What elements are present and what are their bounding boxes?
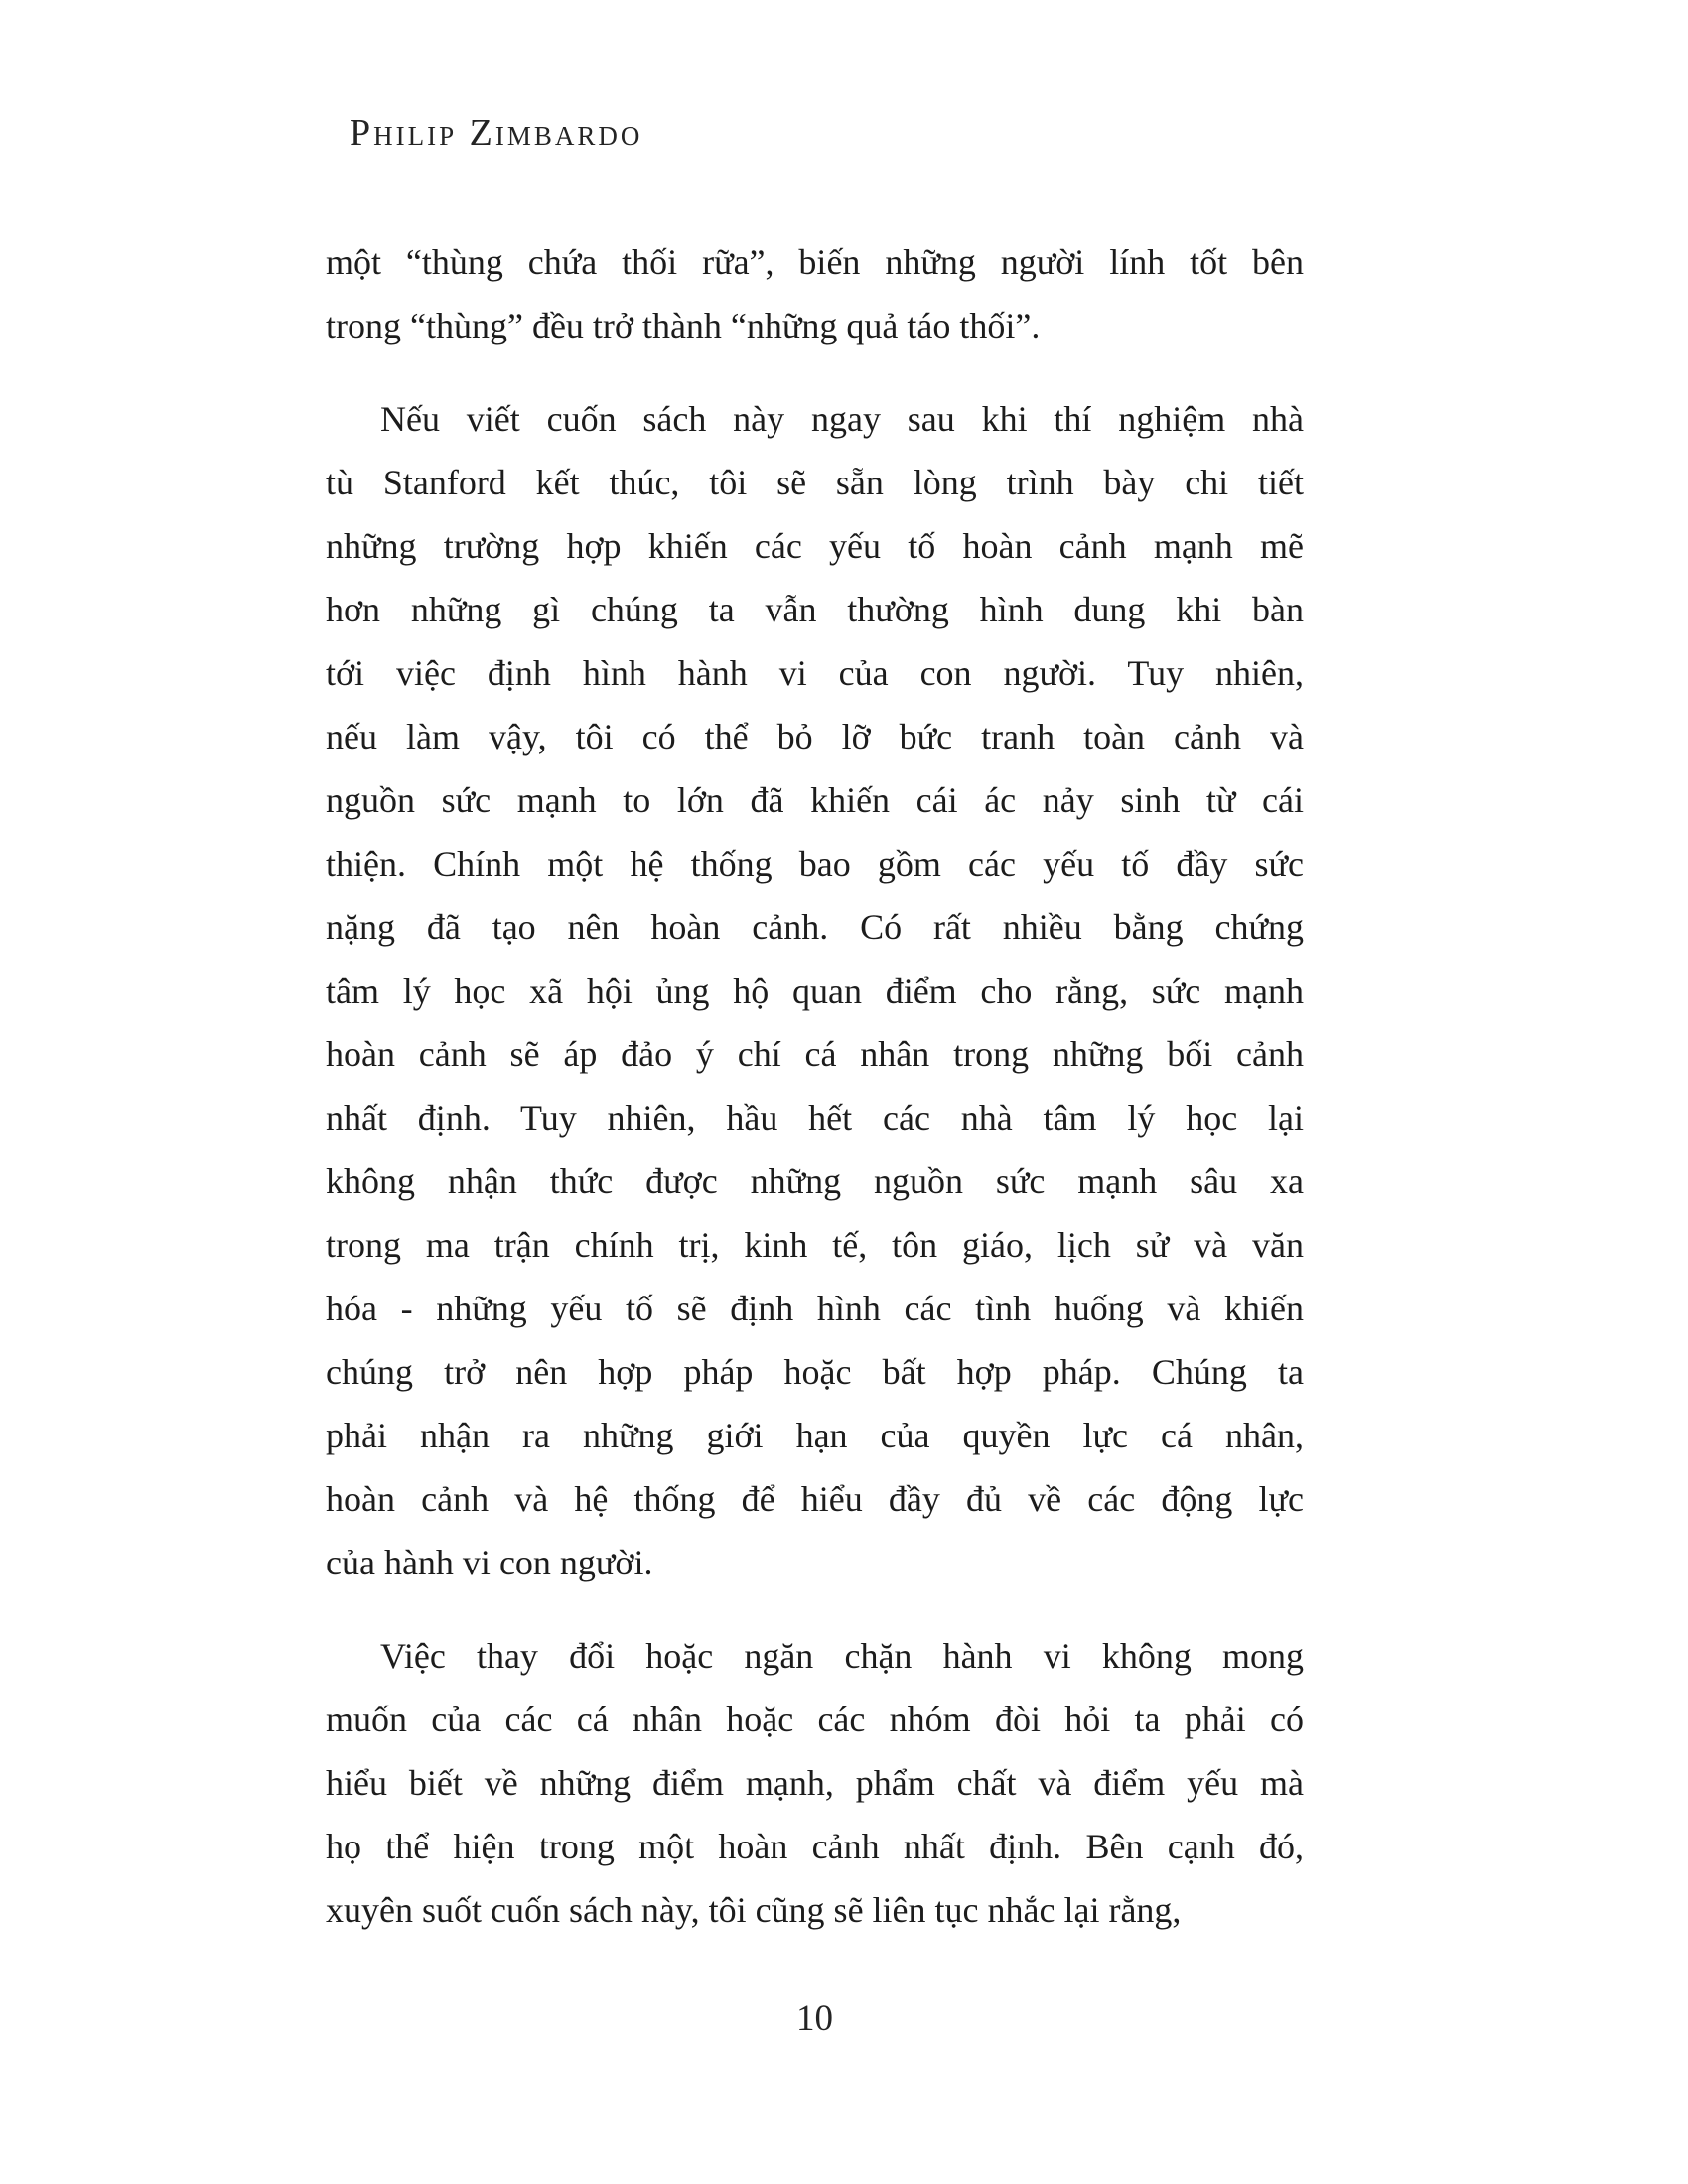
text-line: hoàn cảnh sẽ áp đảo ý chí cá nhân trong những bối cảnh [326, 1034, 1304, 1074]
text-line: phải nhận ra những giới hạn của quyền lực cá nhân, [326, 1416, 1304, 1455]
text-line: của hành vi con người. [326, 1543, 653, 1582]
text-line: xuyên suốt cuốn sách này, tôi cũng sẽ liên tục nhắc lại rằng, [326, 1890, 1182, 1930]
text-line: trong “thùng” đều trở thành “những quả táo thối”. [326, 306, 1041, 345]
text-line: nếu làm vậy, tôi có thể bỏ lỡ bức tranh toàn cảnh và [326, 717, 1304, 756]
paragraph [326, 1624, 1304, 1942]
text-line: hoàn cảnh và hệ thống để hiểu đầy đủ về các động lực [326, 1479, 1304, 1519]
text-line: nguồn sức mạnh to lớn đã khiến cái ác nảy sinh từ cái [326, 780, 1304, 820]
text-block [326, 230, 1304, 1942]
text-line: thiện. Chính một hệ thống bao gồm các yếu tố đầy sức [326, 844, 1304, 884]
text-line: chúng trở nên hợp pháp hoặc bất hợp pháp. Chúng ta [326, 1352, 1304, 1392]
text-line: không nhận thức được những nguồn sức mạnh sâu xa [326, 1161, 1304, 1201]
text-line: những trường hợp khiến các yếu tố hoàn cảnh mạnh mẽ [326, 526, 1304, 566]
text-line: muốn của các cá nhân hoặc các nhóm đòi hỏi ta phải có [326, 1700, 1304, 1739]
text-line: hóa - những yếu tố sẽ định hình các tình huống và khiến [326, 1289, 1304, 1328]
text-line: trong ma trận chính trị, kinh tế, tôn giáo, lịch sử và văn [326, 1225, 1304, 1265]
text-line: nặng đã tạo nên hoàn cảnh. Có rất nhiều bằng chứng [326, 907, 1304, 947]
text-line: hiểu biết về những điểm mạnh, phẩm chất và điểm yếu mà [326, 1763, 1304, 1803]
text-line: Việc thay đổi hoặc ngăn chặn hành vi không mong [380, 1636, 1304, 1676]
paragraph [326, 387, 1304, 1594]
text-line: họ thể hiện trong một hoàn cảnh nhất định. Bên cạnh đó, [326, 1827, 1304, 1866]
text-line: tới việc định hình hành vi của con người. Tuy nhiên, [326, 653, 1304, 693]
text-line: tâm lý học xã hội ủng hộ quan điểm cho rằng, sức mạnh [326, 971, 1304, 1011]
paragraph [326, 230, 1304, 357]
running-head-author: Philip Zimbardo [350, 112, 643, 154]
text-line: một “thùng chứa thối rữa”, biến những người lính tốt bên [326, 242, 1304, 282]
text-line: nhất định. Tuy nhiên, hầu hết các nhà tâm lý học lại [326, 1098, 1304, 1138]
text-line: hơn những gì chúng ta vẫn thường hình dung khi bàn [326, 590, 1304, 629]
text-line: tù Stanford kết thúc, tôi sẽ sẵn lòng trình bày chi tiết [326, 463, 1304, 502]
text-line: Nếu viết cuốn sách này ngay sau khi thí nghiệm nhà [380, 399, 1304, 439]
page-number: 10 [796, 1998, 833, 2039]
